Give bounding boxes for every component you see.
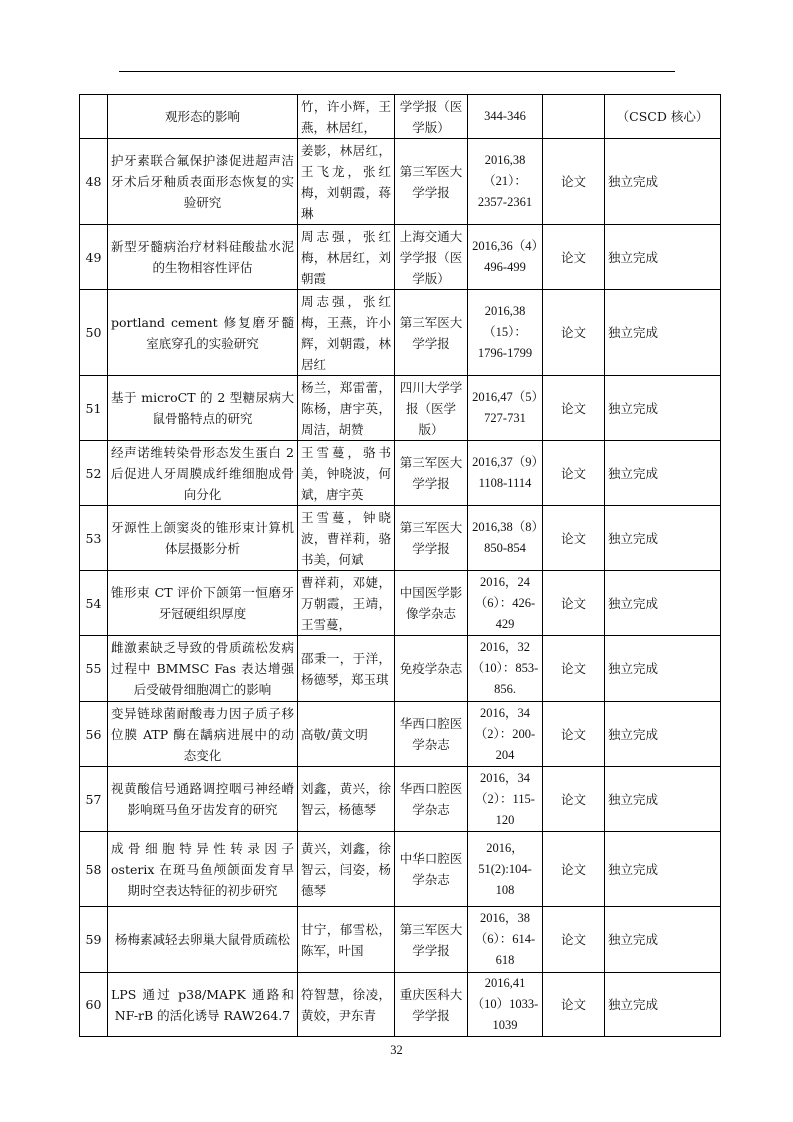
note-cell: 独立完成 [605, 832, 721, 907]
paper-title: portland cement 修复磨牙髓室底穿孔的实验研究 [108, 290, 298, 376]
paper-title: 基于 microCT 的 2 型糖尿病大鼠骨骼特点的研究 [108, 376, 298, 441]
volume-pages-cell: 2016，38（6）：614-618 [468, 907, 543, 973]
journal-cell: 第三军医大学学报 [395, 506, 468, 571]
volume-pages-cell: 2016，32（10）：853-856. [468, 636, 543, 702]
authors-cell: 王雪蔓，钟晓波，曹祥莉，骆书美，何斌 [298, 506, 395, 571]
type-cell: 论文 [543, 225, 605, 290]
type-cell: 论文 [543, 571, 605, 636]
journal-cell: 华西口腔医学杂志 [395, 767, 468, 832]
journal-cell: 华西口腔医学杂志 [395, 702, 468, 767]
note-cell: 独立完成 [605, 907, 721, 973]
type-cell: 论文 [543, 636, 605, 702]
paper-title: 视黄酸信号通路调控咽弓神经嵴影响斑马鱼牙齿发育的研究 [108, 767, 298, 832]
volume-pages-cell: 2016,38（15）：1796-1799 [468, 290, 543, 376]
authors-cell: 邵秉一，于洋，杨德琴，郑玉琪 [298, 636, 395, 702]
paper-title: 锥形束 CT 评价下颌第一恒磨牙牙冠硬组织厚度 [108, 571, 298, 636]
journal-cell: 免疫学杂志 [395, 636, 468, 702]
journal-cell: 四川大学学报（医学版） [395, 376, 468, 441]
note-cell: 独立完成 [605, 636, 721, 702]
journal-cell: 第三军医大学学报 [395, 907, 468, 973]
table-row [80, 571, 721, 636]
table-row [80, 636, 721, 702]
note-cell: 独立完成 [605, 702, 721, 767]
table-row [80, 767, 721, 832]
type-cell: 论文 [543, 767, 605, 832]
row-number: 50 [80, 290, 108, 376]
paper-title: LPS 通过 p38/MAPK 通路和 NF-rB 的活化诱导 RAW264.7 [108, 973, 298, 1037]
type-cell: 论文 [543, 376, 605, 441]
authors-cell: 王雪蔓，骆书美，钟晓波，何斌，唐宇英 [298, 441, 395, 506]
page-number: 32 [390, 1043, 403, 1057]
row-number: 57 [80, 767, 108, 832]
table-row [80, 702, 721, 767]
row-number: 53 [80, 506, 108, 571]
paper-title: 成骨细胞特异性转录因子 osterix 在斑马鱼颅颌面发育早期时空表达特征的初步研究 [108, 832, 298, 907]
table-row [80, 290, 721, 376]
type-cell: 论文 [543, 290, 605, 376]
volume-pages-cell: 2016,37（9）1108-1114 [468, 441, 543, 506]
table-row [80, 95, 721, 139]
authors-cell: 符智慧，徐凌，黄姣，尹东青 [298, 973, 395, 1037]
authors-cell: 甘宁，郁雪松，陈军，叶国 [298, 907, 395, 973]
volume-pages-cell: 2016,36（4）496-499 [468, 225, 543, 290]
row-number: 49 [80, 225, 108, 290]
row-number [80, 95, 108, 139]
note-cell: （CSCD 核心） [605, 95, 721, 139]
paper-title: 经声诺维转染骨形态发生蛋白 2 后促进人牙周膜成纤维细胞成骨向分化 [108, 441, 298, 506]
journal-cell: 上海交通大学学报（医学版） [395, 225, 468, 290]
row-number: 56 [80, 702, 108, 767]
authors-cell: 曹祥莉，邓婕，万朝霞，王靖，王雪蔓， [298, 571, 395, 636]
row-number: 52 [80, 441, 108, 506]
paper-title: 变异链球菌耐酸毒力因子质子移位膜 ATP 酶在龋病进展中的动态变化 [108, 702, 298, 767]
publication-table [79, 94, 721, 1037]
volume-pages-cell: 2016,47（5）727-731 [468, 376, 543, 441]
note-cell: 独立完成 [605, 506, 721, 571]
authors-cell: 黄兴，刘鑫，徐智云，闫姿，杨德琴 [298, 832, 395, 907]
type-cell: 论文 [543, 506, 605, 571]
row-number: 55 [80, 636, 108, 702]
paper-title: 护牙素联合氟保护漆促进超声洁牙术后牙釉质表面形态恢复的实验研究 [108, 139, 298, 225]
type-cell: 论文 [543, 832, 605, 907]
note-cell: 独立完成 [605, 973, 721, 1037]
row-number: 48 [80, 139, 108, 225]
authors-cell: 周志强，张红梅，林居红，刘朝霞 [298, 225, 395, 290]
note-cell: 独立完成 [605, 290, 721, 376]
type-cell: 论文 [543, 973, 605, 1037]
journal-cell: 第三军医大学学报 [395, 441, 468, 506]
publication-table-body [80, 95, 721, 1037]
table-row [80, 832, 721, 907]
journal-cell: 中国医学影像学杂志 [395, 571, 468, 636]
table-row [80, 973, 721, 1037]
volume-pages-cell: 2016,38（21）：2357-2361 [468, 139, 543, 225]
header-rule [119, 71, 675, 72]
authors-cell: 高敬/黄文明 [298, 702, 395, 767]
paper-title: 杨梅素减轻去卵巢大鼠骨质疏松 [108, 907, 298, 973]
type-cell: 论文 [543, 139, 605, 225]
journal-cell: 第三军医大学学报 [395, 139, 468, 225]
table-row [80, 506, 721, 571]
authors-cell: 竹，许小辉，王燕，林居红， [298, 95, 395, 139]
volume-pages-cell: 2016，51(2):104-108 [468, 832, 543, 907]
row-number: 54 [80, 571, 108, 636]
authors-cell: 周志强，张红梅，王燕，许小辉，刘朝霞，林居红 [298, 290, 395, 376]
note-cell: 独立完成 [605, 571, 721, 636]
note-cell: 独立完成 [605, 376, 721, 441]
note-cell: 独立完成 [605, 225, 721, 290]
note-cell: 独立完成 [605, 767, 721, 832]
volume-pages-cell: 344-346 [468, 95, 543, 139]
volume-pages-cell: 2016,38（8）850-854 [468, 506, 543, 571]
note-cell: 独立完成 [605, 441, 721, 506]
row-number: 51 [80, 376, 108, 441]
table-row [80, 376, 721, 441]
table-row [80, 225, 721, 290]
volume-pages-cell: 2016，34（2）：200-204 [468, 702, 543, 767]
type-cell: 论文 [543, 702, 605, 767]
volume-pages-cell: 2016，34（2）：115-120 [468, 767, 543, 832]
row-number: 58 [80, 832, 108, 907]
paper-title: 雌激素缺乏导致的骨质疏松发病过程中 BMMSC Fas 表达增强后受破骨细胞凋亡的影响 [108, 636, 298, 702]
journal-cell: 中华口腔医学杂志 [395, 832, 468, 907]
type-cell [543, 95, 605, 139]
paper-title: 牙源性上颌窦炎的锥形束计算机体层摄影分析 [108, 506, 298, 571]
journal-cell: 第三军医大学学报 [395, 290, 468, 376]
volume-pages-cell: 2016，24（6）：426-429 [468, 571, 543, 636]
type-cell: 论文 [543, 441, 605, 506]
row-number: 59 [80, 907, 108, 973]
table-row [80, 139, 721, 225]
paper-title: 新型牙髓病治疗材料硅酸盐水泥的生物相容性评估 [108, 225, 298, 290]
authors-cell: 姜影，林居红，王飞龙，张红梅，刘朝霞，蒋琳 [298, 139, 395, 225]
volume-pages-cell: 2016,41（10）1033-1039 [468, 973, 543, 1037]
journal-cell: 重庆医科大学学报 [395, 973, 468, 1037]
type-cell: 论文 [543, 907, 605, 973]
authors-cell: 刘鑫，黄兴，徐智云，杨德琴 [298, 767, 395, 832]
note-cell: 独立完成 [605, 139, 721, 225]
row-number: 60 [80, 973, 108, 1037]
authors-cell: 杨兰，郑雷蕾，陈杨，唐宇英，周洁，胡赞 [298, 376, 395, 441]
journal-cell: 学学报（医学版） [395, 95, 468, 139]
table-row [80, 441, 721, 506]
table-row [80, 907, 721, 973]
paper-title: 观形态的影响 [108, 95, 298, 139]
